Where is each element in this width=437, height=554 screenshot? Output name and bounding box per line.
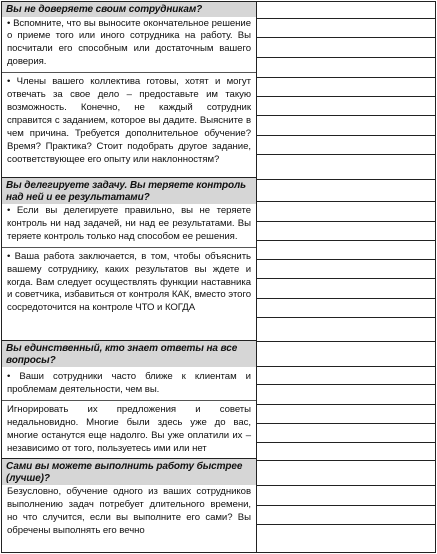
row-line [257,37,435,38]
section-paragraph: Безусловно, обучение одного из ваших сотрудников выполнению задач потребует длительного времени, но что случится, если вы выполните его сами? Вы обречены выполнять его вечно [7,486,251,536]
row-line [257,96,435,97]
row-line [257,423,435,424]
section-paragraph: Игнорировать их предложения и советы недальновидно. Многие были здесь уже до вас, многие останутся еще надолго. Вы уже оплатили их – независимо от того, пользуетесь ими или нет [7,403,251,454]
section-paragraph: • Если вы делегируете правильно, вы не теряете контроль ни над задачей, ни над ее результатами. Вы теряете контроль только над способом ее решения. [7,205,251,242]
row-line [257,524,435,525]
row-line [257,278,435,279]
row-line [257,77,435,78]
section-paragraph: • Члены вашего коллектива готовы, хотят и могут отвечать за свое дело – предоставьте им такую возможность. Конечно, не каждый сотрудник справится с заданием, которое вы дадите. Выясните в чем причина. Требуется дополнительное обучение? Время? Практика? Стоит подобрать другое задание, соответствующее его опыту или наклонностям? [7,76,251,165]
section-distrust [2,2,256,167]
paragraph-divider [2,72,256,73]
row-line [257,259,435,260]
row-line [257,154,435,155]
row-line [257,341,435,342]
row-line [257,442,435,443]
row-line [257,384,435,385]
section-paragraph: • Вспомните, что вы выносите окончательное решение о приеме того или иного сотрудника на работу. Вы посчитали его способным или достаточным вашего доверия. [7,17,251,68]
row-line [257,221,435,222]
notes-column [257,2,435,552]
row-line [257,404,435,405]
row-line [257,485,435,486]
row-line [257,201,435,202]
advice-table [1,1,436,553]
section-paragraph: • Ваша работа заключается, в том, чтобы объяснить вашему сотруднику, каких результатов вы ждете и когда. Вам следует осуществлять функции наставника и советчика, избавиться от контроля КАК, вместо этого сосредоточится на контроле ЧТО и КОГДА [7,250,251,314]
section-heading: Вы единственный, кто знает ответы на все вопросы? [2,341,256,367]
section-only-one-knows [2,341,256,456]
row-line [257,240,435,241]
section-heading: Сами вы можете выполнить работу быстрее (лучше)? [2,459,256,485]
section-do-it-faster [2,459,256,539]
paragraph-divider [2,247,256,248]
row-line [257,460,435,461]
row-line [257,366,435,367]
row-line [257,115,435,116]
row-line [257,298,435,299]
row-line [257,18,435,19]
section-heading: Вы не доверяете своим сотрудникам? [2,2,256,17]
row-line [257,179,435,180]
row-line [257,57,435,58]
section-heading: Вы делегируете задачу. Вы теряете контроль над ней и ее результатами? [2,178,256,204]
section-paragraph: • Ваши сотрудники часто ближе к клиентам и проблемам деятельности, чем вы. [7,371,251,395]
section-delegation-control [2,178,256,316]
paragraph-divider [2,400,256,401]
row-line [257,505,435,506]
row-line [257,135,435,136]
row-line [257,317,435,318]
